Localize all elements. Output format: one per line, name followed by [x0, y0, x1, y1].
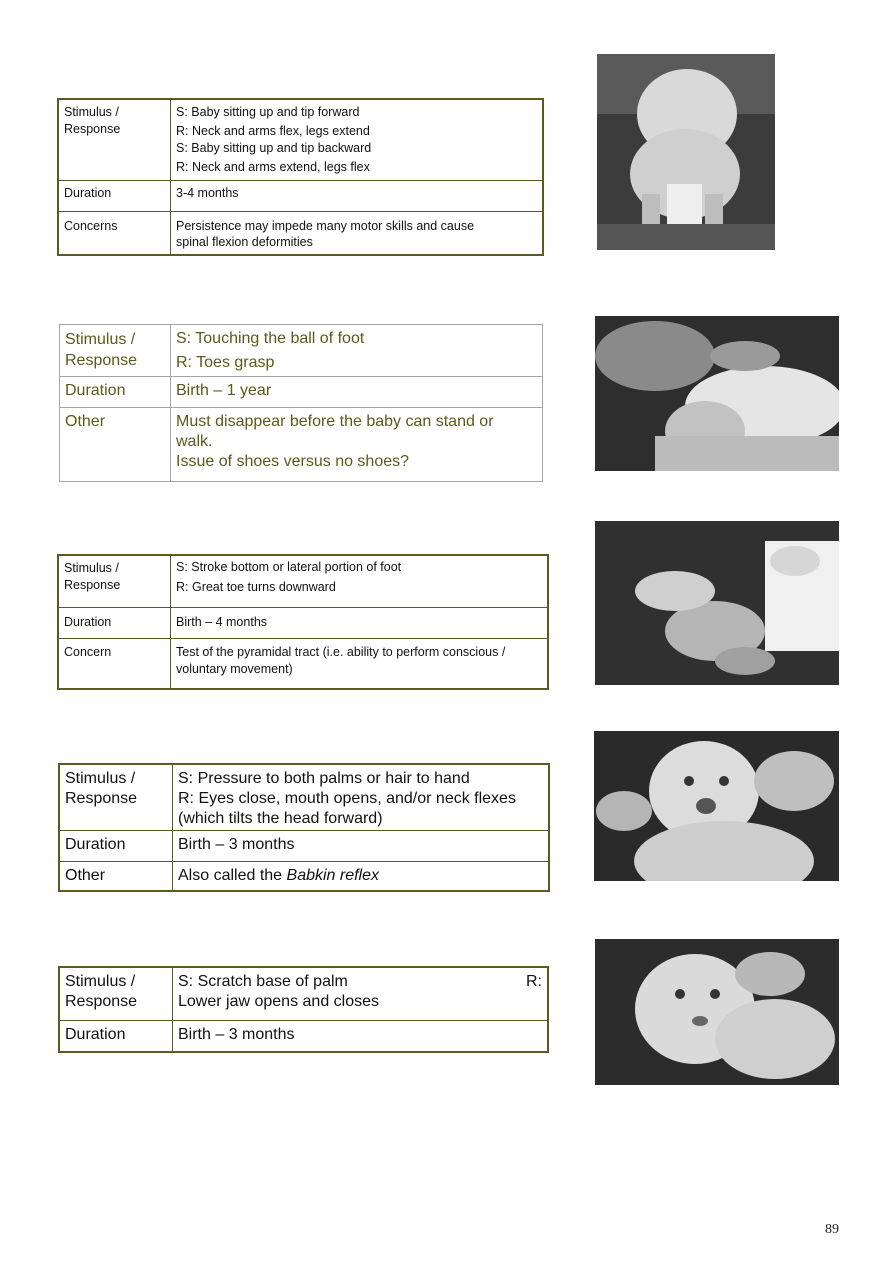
- value-line: Birth – 3 months: [178, 836, 295, 853]
- table-row: [60, 830, 548, 861]
- table-row: [59, 607, 547, 638]
- row-label: [59, 608, 171, 638]
- label-text: Stimulus / Response: [65, 770, 138, 807]
- label-text: Stimulus / Response: [65, 973, 138, 1010]
- value-line: S: Pressure to both palms or hair to hand: [178, 770, 470, 787]
- table-row: [60, 861, 548, 890]
- label-text: Duration: [64, 615, 112, 629]
- row-value: [171, 181, 542, 211]
- value-line: (which tilts the head forward): [178, 810, 383, 827]
- table-row: [59, 211, 542, 254]
- row-value: [171, 639, 547, 688]
- reflex-table-1: [57, 98, 544, 256]
- row-label: [60, 1021, 173, 1051]
- value-line: Lower jaw opens and closes: [178, 993, 380, 1010]
- row-value: [171, 212, 542, 254]
- row-label: [60, 765, 173, 830]
- row-label: [59, 100, 171, 180]
- row-value: [171, 408, 542, 481]
- table-row: [60, 765, 548, 830]
- palmomandibular-photo: [595, 939, 839, 1085]
- row-value: [173, 968, 547, 1020]
- row-label: [60, 408, 171, 481]
- page-number: 89: [825, 1222, 839, 1237]
- value-prefix: Also called the: [178, 867, 287, 884]
- row-label: [60, 831, 173, 861]
- table-row: [60, 325, 542, 376]
- table-row: [60, 376, 542, 407]
- row-value: [173, 831, 548, 861]
- value-line: S: Touching the ball of foot: [176, 330, 365, 347]
- babinski-photo: [595, 521, 839, 685]
- label-text: Duration: [64, 186, 112, 200]
- row-label: [60, 862, 173, 890]
- reflex-table-4: [58, 763, 550, 892]
- babkin-reflex-photo: [594, 731, 839, 881]
- value-line: S: Stroke bottom or lateral portion of foot: [176, 560, 402, 574]
- value-line: R: Neck and arms extend, legs flex: [176, 160, 370, 174]
- row-value: [171, 556, 547, 607]
- table-row: [60, 1020, 547, 1051]
- row-label: [60, 968, 173, 1020]
- value-line: Persistence may impede many motor skills and cause: [176, 219, 475, 233]
- row-value: [173, 765, 548, 830]
- table-row: [59, 180, 542, 211]
- value-line: 3-4 months: [176, 186, 239, 200]
- label-text: Stimulus / Response: [65, 331, 138, 369]
- row-value: [171, 100, 542, 180]
- value-line: Must disappear before the baby can stand or: [176, 413, 494, 430]
- label-text: Stimulus / Response: [64, 105, 121, 136]
- value-line: [178, 972, 542, 992]
- row-label: [60, 377, 171, 407]
- value-left: S: Scratch base of palm: [178, 973, 348, 990]
- row-value: [173, 1021, 547, 1051]
- value-line: Issue of shoes versus no shoes?: [176, 453, 410, 470]
- value-line: Birth – 1 year: [176, 382, 272, 399]
- value-line: S: Baby sitting up and tip forward: [176, 105, 360, 119]
- row-value: [171, 377, 542, 407]
- row-label: [60, 325, 171, 376]
- row-value: [171, 325, 542, 376]
- value-line: Birth – 3 months: [178, 1026, 295, 1043]
- value-line: spinal flexion deformities: [176, 235, 313, 249]
- label-text: Duration: [65, 836, 126, 853]
- label-text: Concerns: [64, 219, 118, 233]
- value-right: R:: [526, 973, 542, 990]
- value-line: R: Great toe turns downward: [176, 580, 336, 594]
- row-label: [59, 212, 171, 254]
- label-text: Other: [65, 867, 106, 884]
- label-text: Duration: [65, 1026, 126, 1043]
- row-label: [59, 181, 171, 211]
- value-line: Test of the pyramidal tract (i.e. ability to perform conscious /: [176, 645, 506, 659]
- table-row: [60, 407, 542, 481]
- reflex-table-3: [57, 554, 549, 690]
- table-row: [59, 556, 547, 607]
- value-line: R: Neck and arms flex, legs extend: [176, 124, 370, 138]
- table-row: [60, 968, 547, 1020]
- table-row: [59, 638, 547, 688]
- label-text: Concern: [64, 645, 112, 659]
- baby-sitting-photo: [597, 54, 775, 250]
- foot-grasp-photo: [595, 316, 839, 471]
- row-value: [171, 608, 547, 638]
- reflex-table-2: [59, 324, 543, 482]
- row-value: [173, 862, 548, 890]
- label-text: Other: [65, 413, 106, 430]
- value-italic: Babkin reflex: [286, 867, 380, 884]
- row-label: [59, 556, 171, 607]
- value-line: walk.: [176, 433, 213, 450]
- row-label: [59, 639, 171, 688]
- label-text: Duration: [65, 382, 126, 399]
- table-row: [59, 100, 542, 180]
- value-line: voluntary movement): [176, 662, 293, 676]
- value-line: S: Baby sitting up and tip backward: [176, 141, 372, 155]
- value-line: R: Eyes close, mouth opens, and/or neck flexes: [178, 790, 516, 807]
- label-text: Stimulus / Response: [64, 561, 121, 592]
- value-line: Birth – 4 months: [176, 615, 268, 629]
- reflex-table-5: [58, 966, 549, 1053]
- value-line: R: Toes grasp: [176, 354, 275, 371]
